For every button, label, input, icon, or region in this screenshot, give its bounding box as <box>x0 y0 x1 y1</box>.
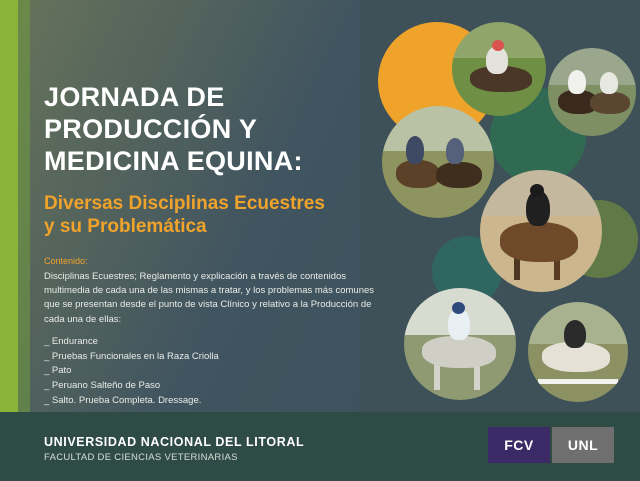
photo-rider <box>406 136 424 164</box>
content-description: Disciplinas Ecuestres; Reglamento y explicación a través de contenidos multimedia de cada una de las mismas a tratar, y los problemas más comunes que se presentan desde el punto de vista Clínico y relativo a la Producción de cada una de ellas: <box>44 270 375 325</box>
photo-horse-leg-rear <box>474 364 480 390</box>
photo-rider <box>564 320 586 348</box>
endurance-rider-photo <box>404 288 516 400</box>
title-line-3: MEDICINA EQUINA: <box>44 145 303 176</box>
content-label: Contenido: <box>44 255 88 266</box>
green-accent-strip <box>0 0 18 412</box>
photo-horse-second <box>590 92 630 114</box>
title-line-2: PRODUCCIÓN Y <box>44 113 258 144</box>
discipline-list <box>44 335 389 409</box>
photo-rider <box>568 70 586 94</box>
subtitle-line-1: Diversas Disciplinas Ecuestres <box>44 192 325 214</box>
photo-rider-second <box>446 138 464 164</box>
page-title <box>44 82 389 178</box>
fcv-logo: FCV <box>488 427 550 463</box>
photo-horse <box>396 160 440 188</box>
list-item: _ Salto. Prueba Completa. Dressage. <box>44 394 202 406</box>
criollo-riders-photo <box>382 106 494 218</box>
photo-rider-second <box>600 72 618 94</box>
footer-institution <box>44 435 304 463</box>
show-jumping-photo <box>528 302 628 402</box>
university-name: UNIVERSIDAD NACIONAL DEL LITORAL <box>44 435 305 449</box>
photo-rider-helmet <box>452 302 465 314</box>
photo-sky <box>548 48 636 88</box>
poster-content <box>44 82 389 434</box>
photo-ground <box>382 151 494 218</box>
list-item: _ Pruebas Funcionales en la Raza Criolla <box>44 350 219 362</box>
poster-subtitle <box>44 192 389 238</box>
subtitle-line-2: y su Problemática <box>44 215 207 237</box>
list-item: _ Endurance <box>44 335 98 347</box>
photo-horse <box>422 336 496 368</box>
photo-horse-leg <box>434 364 440 390</box>
dressage-horse-photo <box>480 170 602 292</box>
logo-group <box>488 427 614 463</box>
photo-rider-helmet <box>530 184 544 197</box>
photo-horse-second <box>436 162 482 188</box>
photo-horse <box>500 222 578 262</box>
photo-sky <box>382 106 494 153</box>
two-riders-photo <box>548 48 636 136</box>
title-line-1: JORNADA DE <box>44 82 225 112</box>
faculty-name: FACULTAD DE CIENCIAS VETERINARIAS <box>44 452 238 463</box>
list-item: _ Pato <box>44 365 72 377</box>
unl-logo: UNL <box>552 427 614 463</box>
green-accent-strip-secondary <box>18 0 30 412</box>
photo-jump-rail <box>538 379 618 384</box>
polo-match-photo <box>452 22 546 116</box>
list-item: _ Peruano Salteño de Paso <box>44 380 161 392</box>
photo-rider-helmet <box>492 40 504 51</box>
